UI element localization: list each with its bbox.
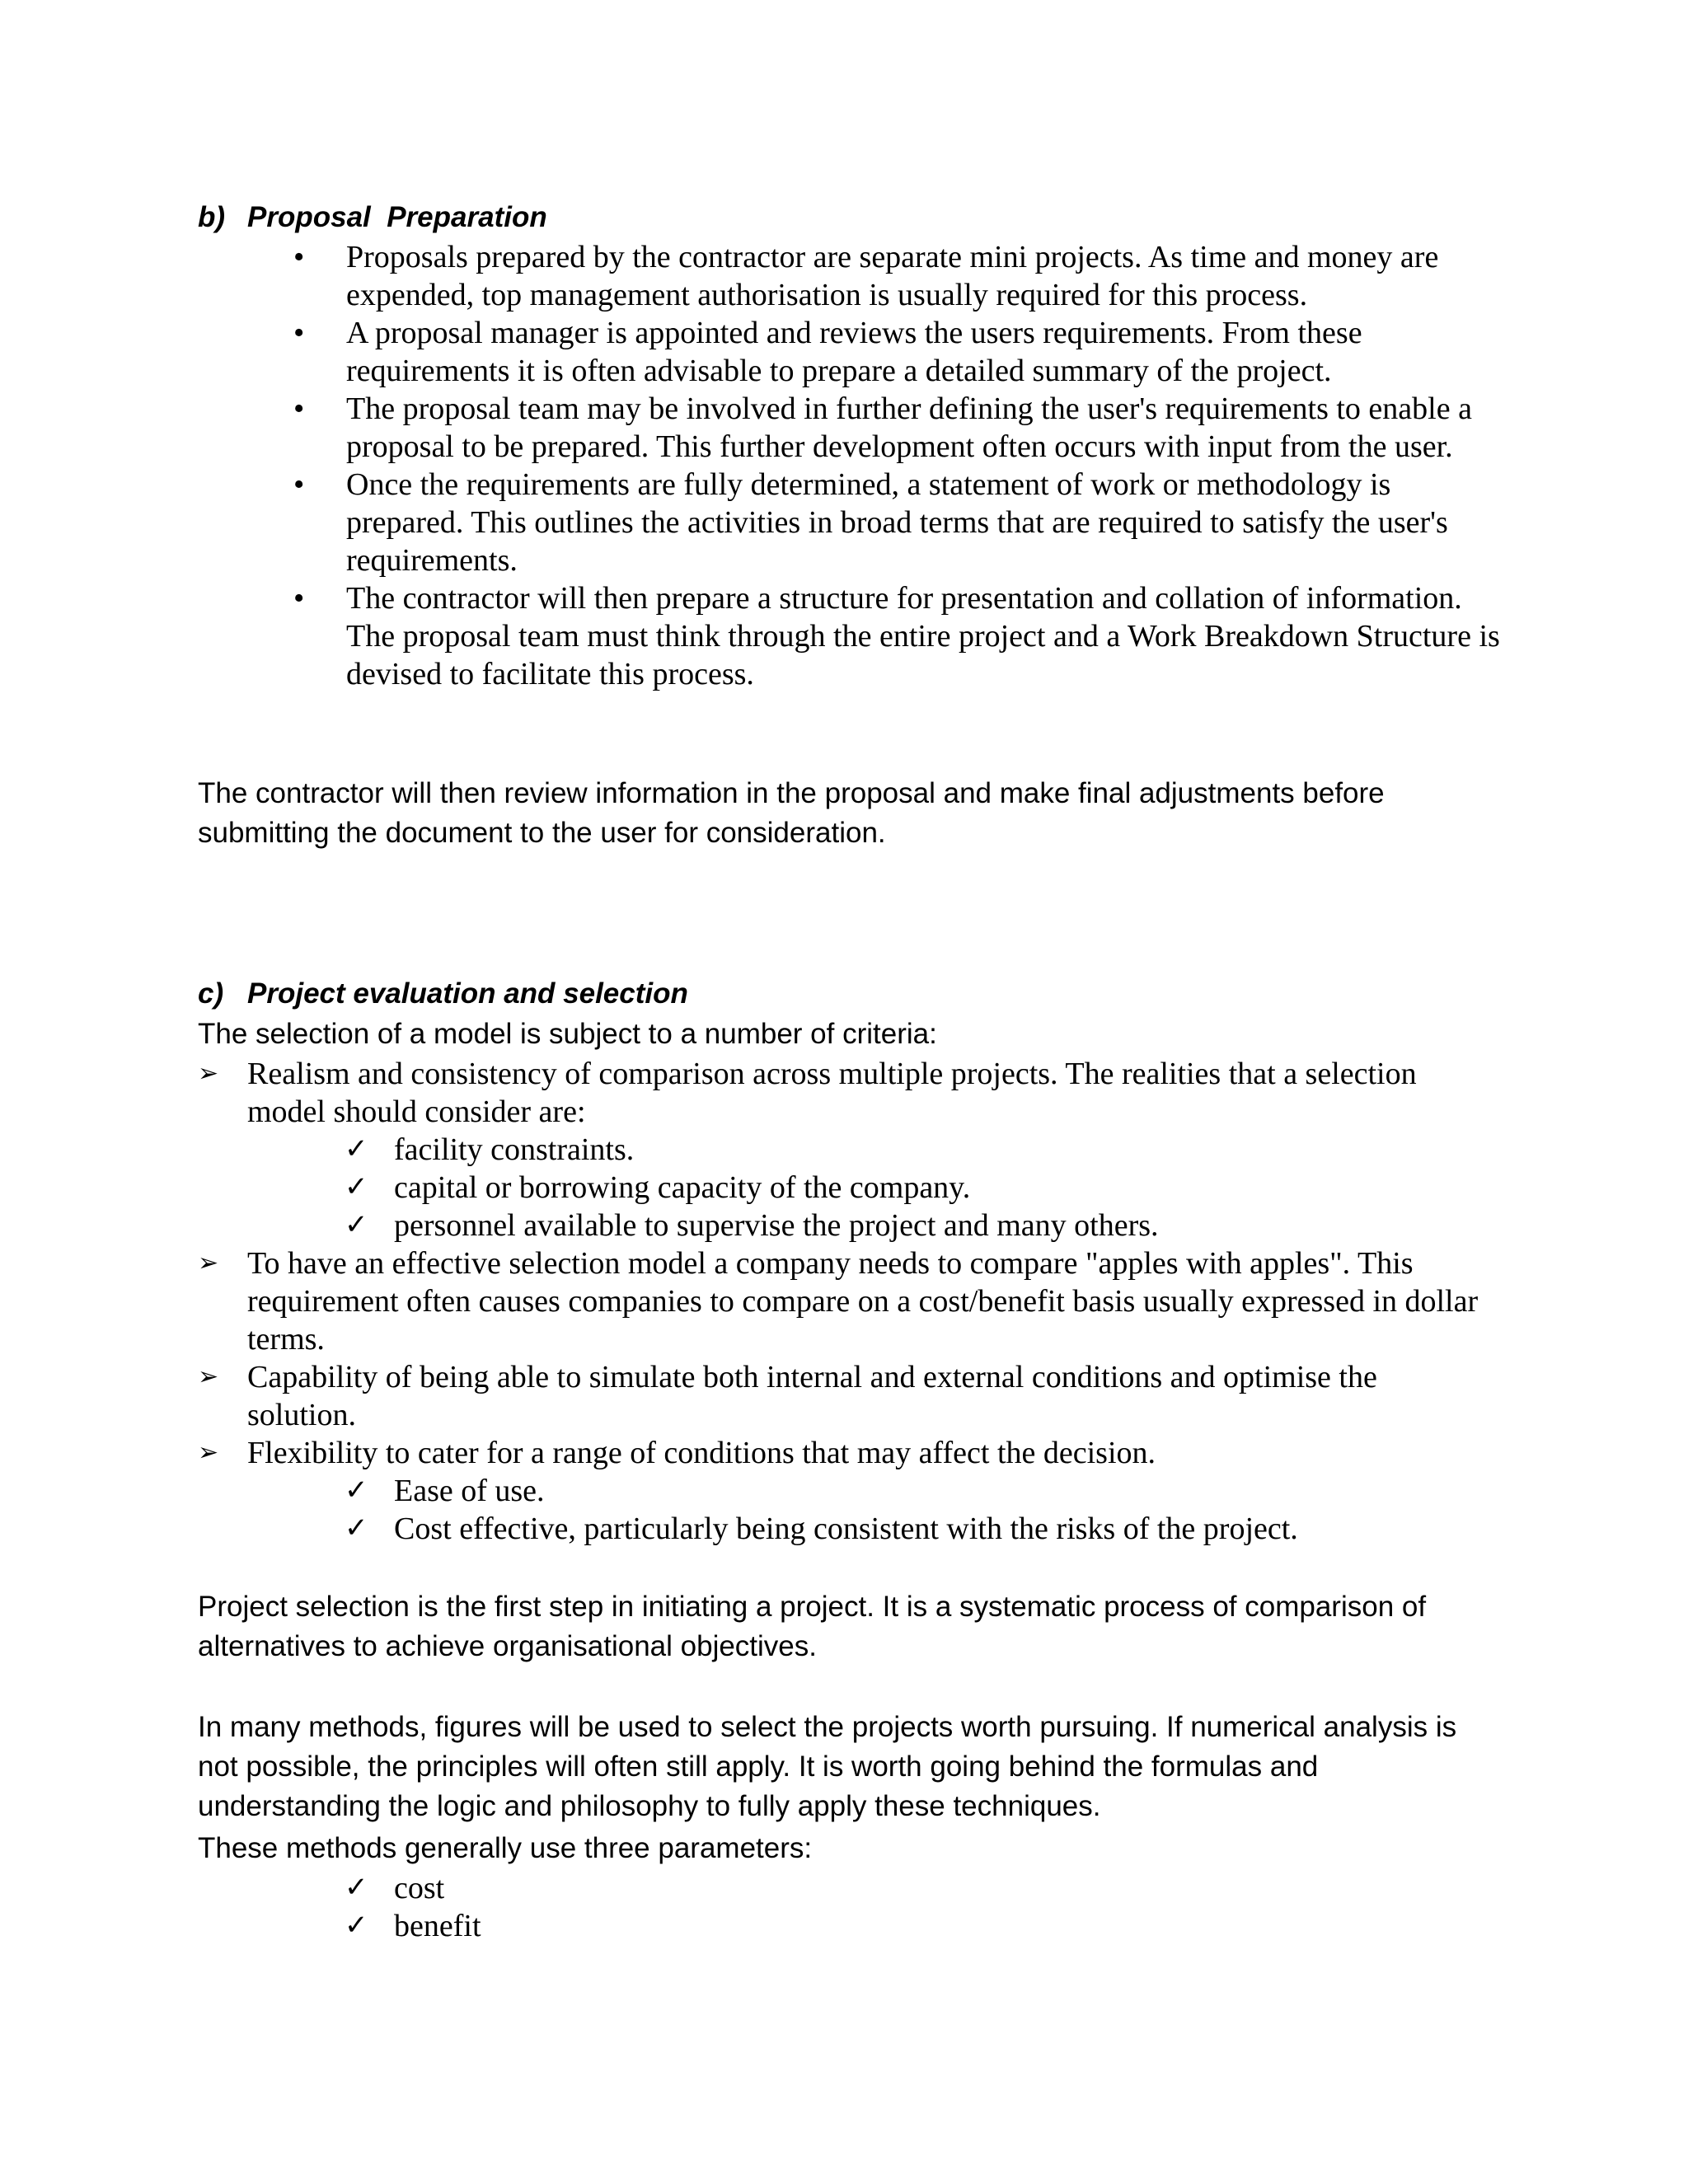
checkmark-icon: ✓ <box>345 1210 368 1240</box>
list-item: ✓ benefit <box>345 1909 481 1943</box>
bullet-icon: • <box>293 240 305 274</box>
section-c-title: Project evaluation and selection <box>247 977 688 1010</box>
list-item: ➢ Flexibility to cater for a range of conditions that may affect the decision. <box>198 1436 1156 1470</box>
list-item: ✓ cost <box>345 1871 445 1905</box>
list-item: • Proposals prepared by the contractor are separate mini projects. As time and money are expended, top management authorisation is usually required for this process. <box>293 240 1439 312</box>
section-c-letter: c) <box>198 977 224 1010</box>
checkmark-icon: ✓ <box>345 1513 368 1544</box>
arrow-bullet-icon: ➢ <box>198 1060 219 1087</box>
criteria-list <box>0 1055 1484 1548</box>
bullet-icon: • <box>293 316 305 350</box>
selection-paragraph-2: In many methods, figures will be used to select the projects worth pursuing. If numerical analysis is not possible, the principles will often still apply. It is worth going behind the formulas and understanding the logic and philosophy to fully apply these techniques. <box>198 1711 1457 1822</box>
checkmark-icon: ✓ <box>345 1475 368 1506</box>
arrow-bullet-icon: ➢ <box>198 1249 219 1277</box>
list-item: ➢ To have an effective selection model a company needs to compare "apples with apples". This requirement often causes companies to compare on a cost/benefit basis usually expressed in dollar terms. <box>198 1246 1479 1357</box>
bullet-icon: • <box>293 391 305 426</box>
list-item: • The proposal team may be involved in further defining the user's requirements to enable a proposal to be prepared. This further development often occurs with input from the user. <box>293 391 1472 464</box>
list-item: ✓ facility constraints. <box>345 1132 635 1167</box>
list-item: • A proposal manager is appointed and reviews the users requirements. From these requirements it is often advisable to prepare a detailed summary of the project. <box>293 316 1362 388</box>
checkmark-icon: ✓ <box>345 1172 368 1202</box>
list-item: ✓ personnel available to supervise the project and many others. <box>345 1208 1159 1243</box>
list-item: ✓ capital or borrowing capacity of the company. <box>345 1170 971 1205</box>
list-item: ✓ Cost effective, particularly being consistent with the risks of the project. <box>345 1511 1298 1546</box>
section-b-letter: b) <box>198 201 226 233</box>
list-item: • Once the requirements are fully determined, a statement of work or methodology is prepared. This outlines the activities in broad terms that are required to satisfy the user's requirements. <box>293 467 1448 578</box>
section-b-title: Proposal Preparation <box>247 201 547 233</box>
bullet-icon: • <box>293 467 305 502</box>
parameters-intro: These methods generally use three parameters: <box>198 1832 813 1864</box>
section-b-heading <box>198 198 547 237</box>
list-item: ➢ Capability of being able to simulate both internal and external conditions and optimise the solution. <box>198 1360 1377 1432</box>
parameters-list <box>0 1869 1465 1945</box>
selection-intro: The selection of a model is subject to a number of criteria: <box>198 1018 937 1050</box>
list-item: • The contractor will then prepare a structure for presentation and collation of information. The proposal team must think through the entire project and a Work Breakdown Structure is devised to facilitate this process. <box>293 581 1500 691</box>
selection-paragraph-1: Project selection is the first step in initiating a project. It is a systematic process of comparison of alternatives to achieve organisational objectives. <box>198 1591 1427 1662</box>
checkmark-icon: ✓ <box>345 1134 368 1165</box>
section-c-heading <box>198 974 688 1014</box>
checkmark-icon: ✓ <box>345 1872 368 1903</box>
list-item: ➢ Realism and consistency of comparison across multiple projects. The realities that a selection model should consider are: <box>198 1057 1417 1129</box>
bullet-icon: • <box>293 581 305 616</box>
checkmark-icon: ✓ <box>345 1910 368 1941</box>
arrow-bullet-icon: ➢ <box>198 1439 219 1466</box>
proposal-bullet-list <box>0 238 1500 693</box>
list-item: ✓ Ease of use. <box>345 1474 545 1508</box>
proposal-closing-paragraph: The contractor will then review information in the proposal and make final adjustments before submitting the document to the user for consideration. <box>198 777 1385 849</box>
arrow-bullet-icon: ➢ <box>198 1363 219 1390</box>
